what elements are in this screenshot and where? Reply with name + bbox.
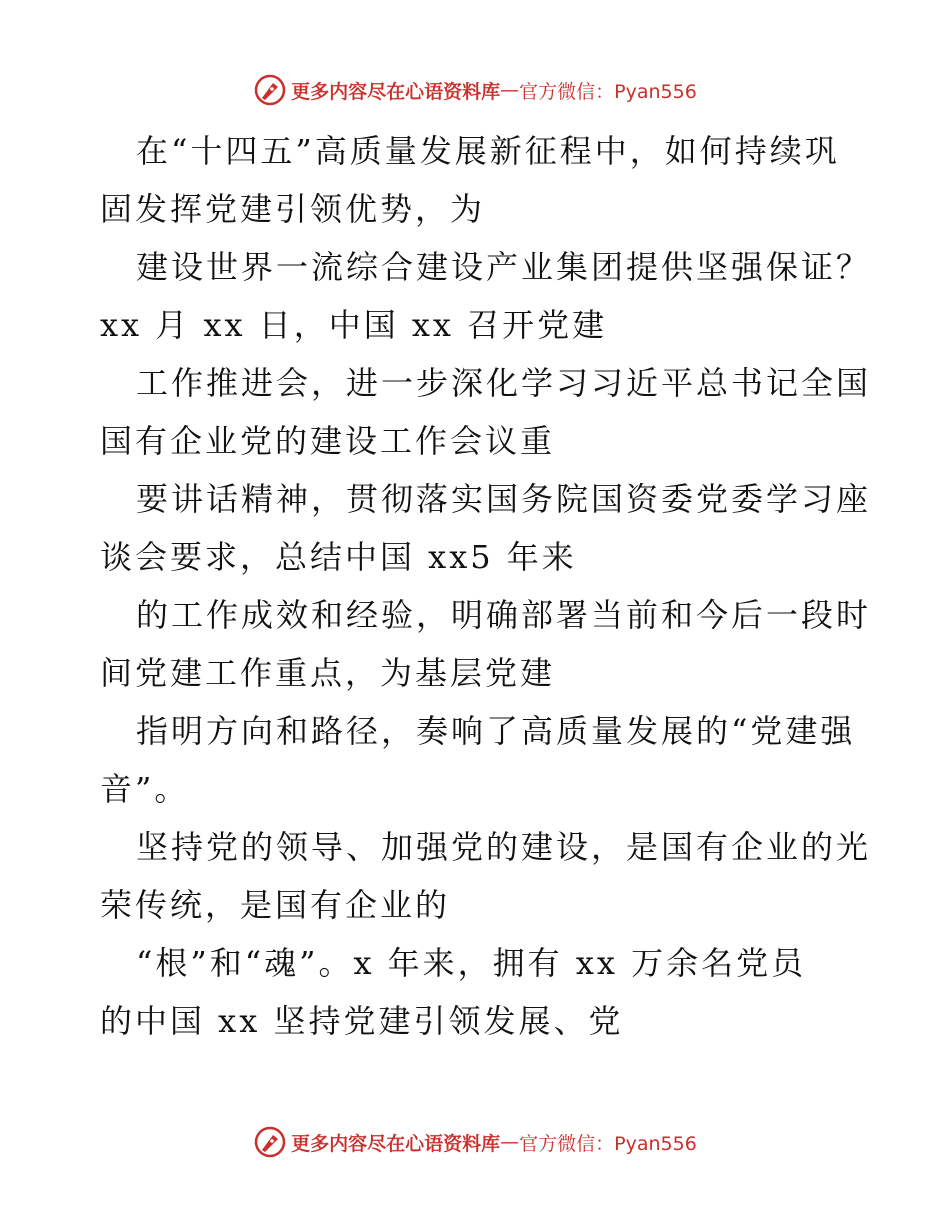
body-text-line: 指明方向和路径，奏响了高质量发展的“党建强 — [136, 712, 856, 750]
pen-nib-logo-icon — [253, 73, 287, 107]
footer-banner-wechat: 官方微信：Pyan556 — [519, 1132, 697, 1155]
footer-banner-separator: — — [500, 1131, 520, 1153]
footer-banner — [0, 1122, 950, 1162]
header-banner-text: 更多内容尽在心语资料库 — [291, 80, 501, 103]
body-text-line: 在“十四五”高质量发展新征程中，如何持续巩 — [136, 132, 840, 170]
pen-nib-logo-icon — [253, 1125, 287, 1159]
body-text-line: 工作推进会，进一步深化学习习近平总书记全国 — [136, 364, 872, 402]
header-banner — [0, 70, 950, 110]
body-text-line: “根”和“魂”。x 年来，拥有 xx 万余名党员 — [136, 944, 807, 982]
header-banner-separator: — — [500, 79, 520, 101]
body-text-line: 的工作成效和经验，明确部署当前和今后一段时 — [136, 596, 872, 634]
body-text-line: 音”。 — [100, 770, 190, 808]
body-text-line: 国有企业党的建设工作会议重 — [100, 422, 556, 460]
footer-banner-text: 更多内容尽在心语资料库 — [291, 1132, 501, 1155]
body-text-line: 坚持党的领导、加强党的建设，是国有企业的光 — [136, 828, 872, 866]
body-text-line: 要讲话精神，贯彻落实国务院国资委党委学习座 — [136, 480, 872, 518]
body-text-line: 的中国 xx 坚持党建引领发展、党 — [100, 1002, 624, 1040]
document-body — [100, 122, 872, 1050]
body-text-line: 谈会要求，总结中国 xx5 年来 — [100, 538, 577, 576]
body-text-line: xx 月 xx 日，中国 xx 召开党建 — [100, 306, 608, 344]
body-text-line: 固发挥党建引领优势，为 — [100, 190, 486, 228]
body-text-line: 建设世界一流综合建设产业集团提供坚强保证？ — [136, 248, 872, 286]
body-text-line: 荣传统，是国有企业的 — [100, 886, 451, 924]
header-banner-wechat: 官方微信：Pyan556 — [519, 80, 697, 103]
body-text-line: 间党建工作重点，为基层党建 — [100, 654, 556, 692]
